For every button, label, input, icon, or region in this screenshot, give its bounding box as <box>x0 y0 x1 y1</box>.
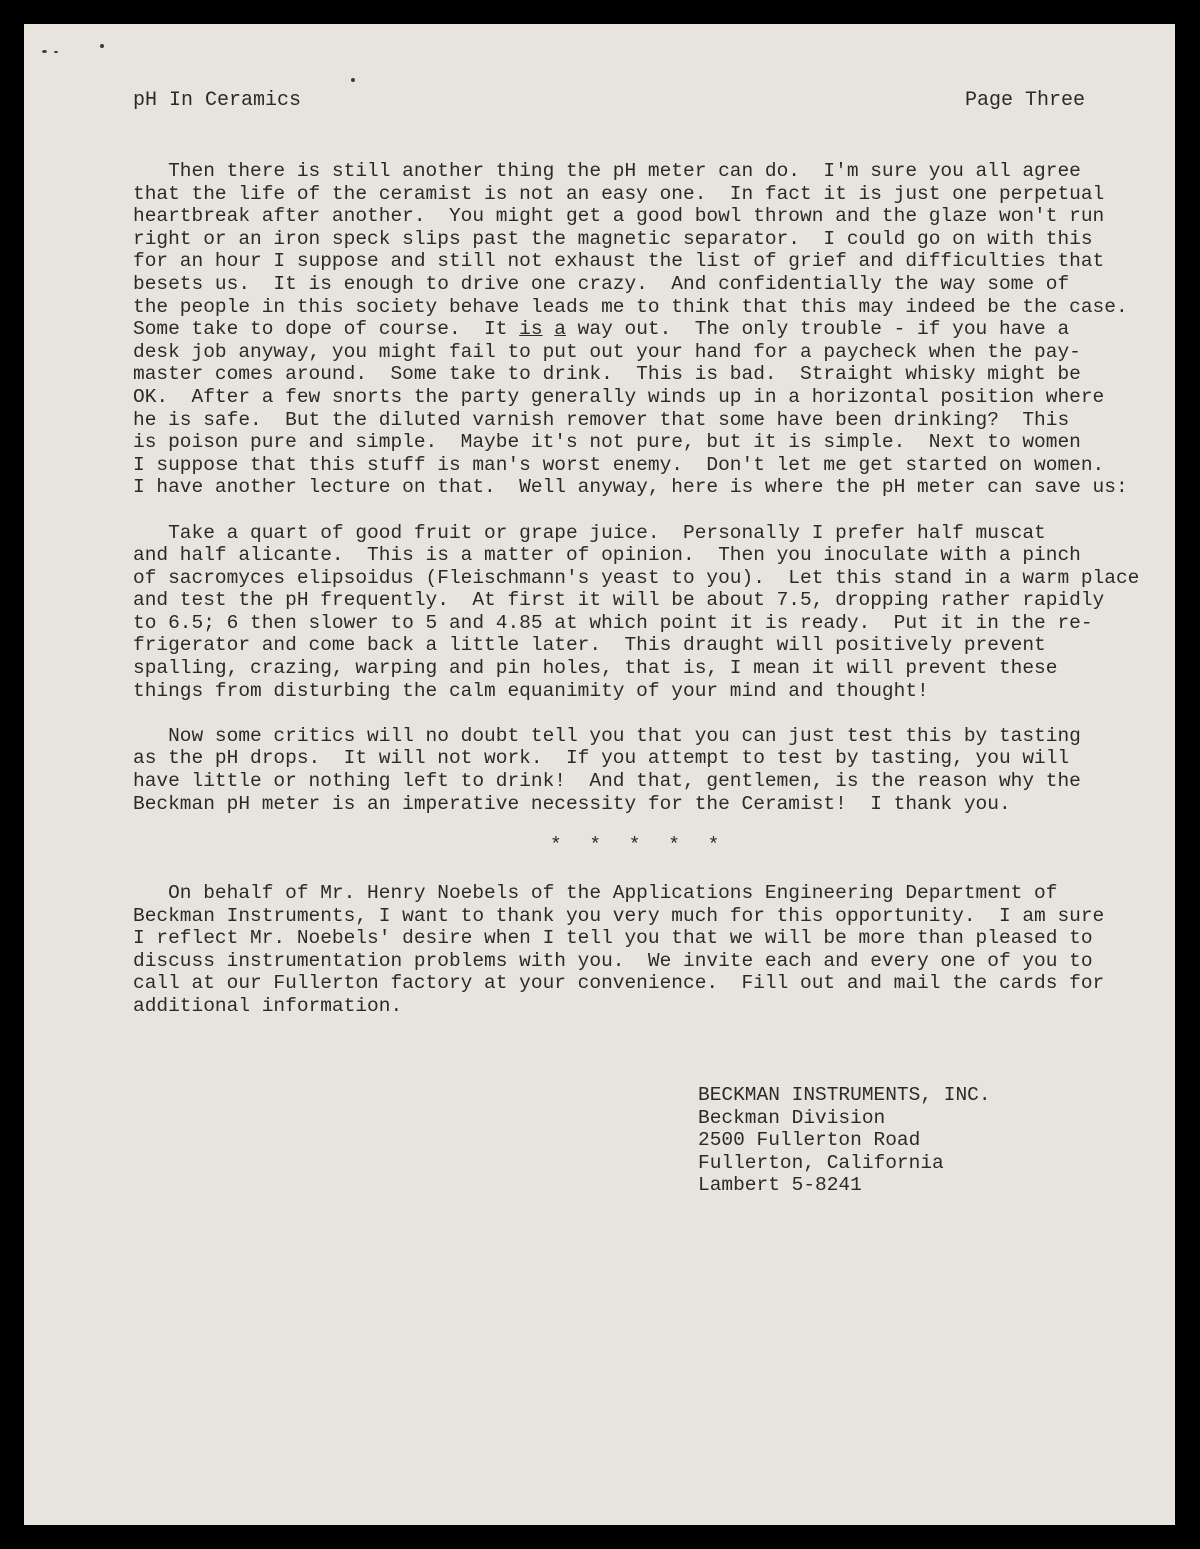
paragraph-1-line: master comes around. Some take to drink. This is bad. Straight whisky might be <box>133 363 1081 386</box>
paragraph-1-line: he is safe. But the diluted varnish remover that some have been drinking? This <box>133 408 1070 431</box>
paragraph-2-line: to 6.5; 6 then slower to 5 and 4.85 at which point it is ready. Put it in the re- <box>133 611 1093 634</box>
paper-speck <box>42 50 47 53</box>
paragraph-1-line: right or an iron speck slips past the magnetic separator. I could go on with this <box>133 227 1093 250</box>
paragraph-1-line: the people in this society behave leads me to think that this may indeed be the case. <box>133 295 1128 318</box>
closing-line: additional information. <box>133 994 403 1017</box>
paragraph-1-line: desk job anyway, you might fail to put out your hand for a paycheck when the pay- <box>133 340 1081 363</box>
paragraph-1-line: Then there is still another thing the pH meter can do. I'm sure you all agree <box>133 160 1081 182</box>
paragraph-2-line: and half alicante. This is a matter of opinion. Then you inoculate with a pinch <box>133 544 1081 567</box>
emphasis-underline: a <box>554 318 566 341</box>
closing-line: On behalf of Mr. Henry Noebels of the Applications Engineering Department of <box>133 882 1058 904</box>
document-page <box>24 24 1175 1525</box>
paragraph-3-line: have little or nothing left to drink! And that, gentlemen, is the reason why the <box>133 770 1081 793</box>
paragraph-2-line: frigerator and come back a little later. This draught will positively prevent <box>133 634 1046 657</box>
paragraph-1-line: besets us. It is enough to drive one crazy. And confidentially the way some of <box>133 272 1070 295</box>
paragraph-1-line: for an hour I suppose and still not exhaust the list of grief and difficulties that <box>133 250 1105 273</box>
paragraph-3-line: Beckman pH meter is an imperative necessity for the Ceramist! I thank you. <box>133 792 1011 815</box>
paragraph-gap <box>133 499 1143 522</box>
signature-block <box>698 1084 991 1197</box>
closing-line: call at our Fullerton factory at your convenience. Fill out and mail the cards for <box>133 972 1105 995</box>
signature-division: Beckman Division <box>698 1106 886 1129</box>
paragraph-2-line: of sacromyces elipsoidus (Fleischmann's yeast to you). Let this stand in a warm place <box>133 566 1140 589</box>
paragraph-3-line: as the pH drops. It will not work. If you attempt to test by tasting, you will <box>133 747 1070 770</box>
section-separator: * * * * * <box>550 834 728 856</box>
closing-line: I reflect Mr. Noebels' desire when I tell you that we will be more than pleased to <box>133 927 1093 950</box>
paragraph-2-line: Take a quart of good fruit or grape juice. Personally I prefer half muscat <box>133 521 1046 544</box>
signature-company: BECKMAN INSTRUMENTS, INC. <box>698 1084 991 1106</box>
paragraph-1-line: heartbreak after another. You might get a good bowl thrown and the glaze won't run <box>133 205 1105 228</box>
paper-speck <box>351 78 355 82</box>
signature-street: 2500 Fullerton Road <box>698 1129 921 1152</box>
paragraph-1-line: that the life of the ceramist is not an easy one. In fact it is just one perpetual <box>133 182 1105 205</box>
paragraph-1-line: is poison pure and simple. Maybe it's not pure, but it is simple. Next to women <box>133 431 1081 454</box>
running-title: pH In Ceramics <box>133 89 302 112</box>
closing-paragraph <box>133 882 1143 1018</box>
emphasis-underline: is <box>519 318 543 341</box>
signature-city: Fullerton, California <box>698 1151 944 1174</box>
page-number: Page Three <box>964 89 1085 112</box>
paragraph-1-line: OK. After a few snorts the party generally winds up in a horizontal position where <box>133 385 1105 408</box>
paper-speck <box>100 44 104 48</box>
paper-speck <box>54 51 58 53</box>
paragraph-2-line: things from disturbing the calm equanimity of your mind and thought! <box>133 679 929 702</box>
paragraph-2-line: and test the pH frequently. At first it will be about 7.5, dropping rather rapidly <box>133 589 1105 612</box>
closing-line: discuss instrumentation problems with you. We invite each and every one of you to <box>133 949 1093 972</box>
paragraph-3-line: Now some critics will no doubt tell you that you can just test this by tasting <box>133 724 1081 747</box>
paragraph-2-line: spalling, crazing, warping and pin holes, that is, I mean it will prevent these <box>133 657 1058 680</box>
paragraph-1-line: I suppose that this stuff is man's worst enemy. Don't let me get started on women. <box>133 453 1105 476</box>
signature-phone: Lambert 5-8241 <box>698 1174 862 1197</box>
paragraph-1-line: I have another lecture on that. Well anyway, here is where the pH meter can save us: <box>133 476 1128 499</box>
body-text <box>133 160 1143 815</box>
paragraph-gap <box>133 702 1143 725</box>
paragraph-1-line: Some take to dope of course. It is a way out. The only trouble - if you have a <box>133 318 1070 341</box>
closing-line: Beckman Instruments, I want to thank you very much for this opportunity. I am sure <box>133 904 1105 927</box>
